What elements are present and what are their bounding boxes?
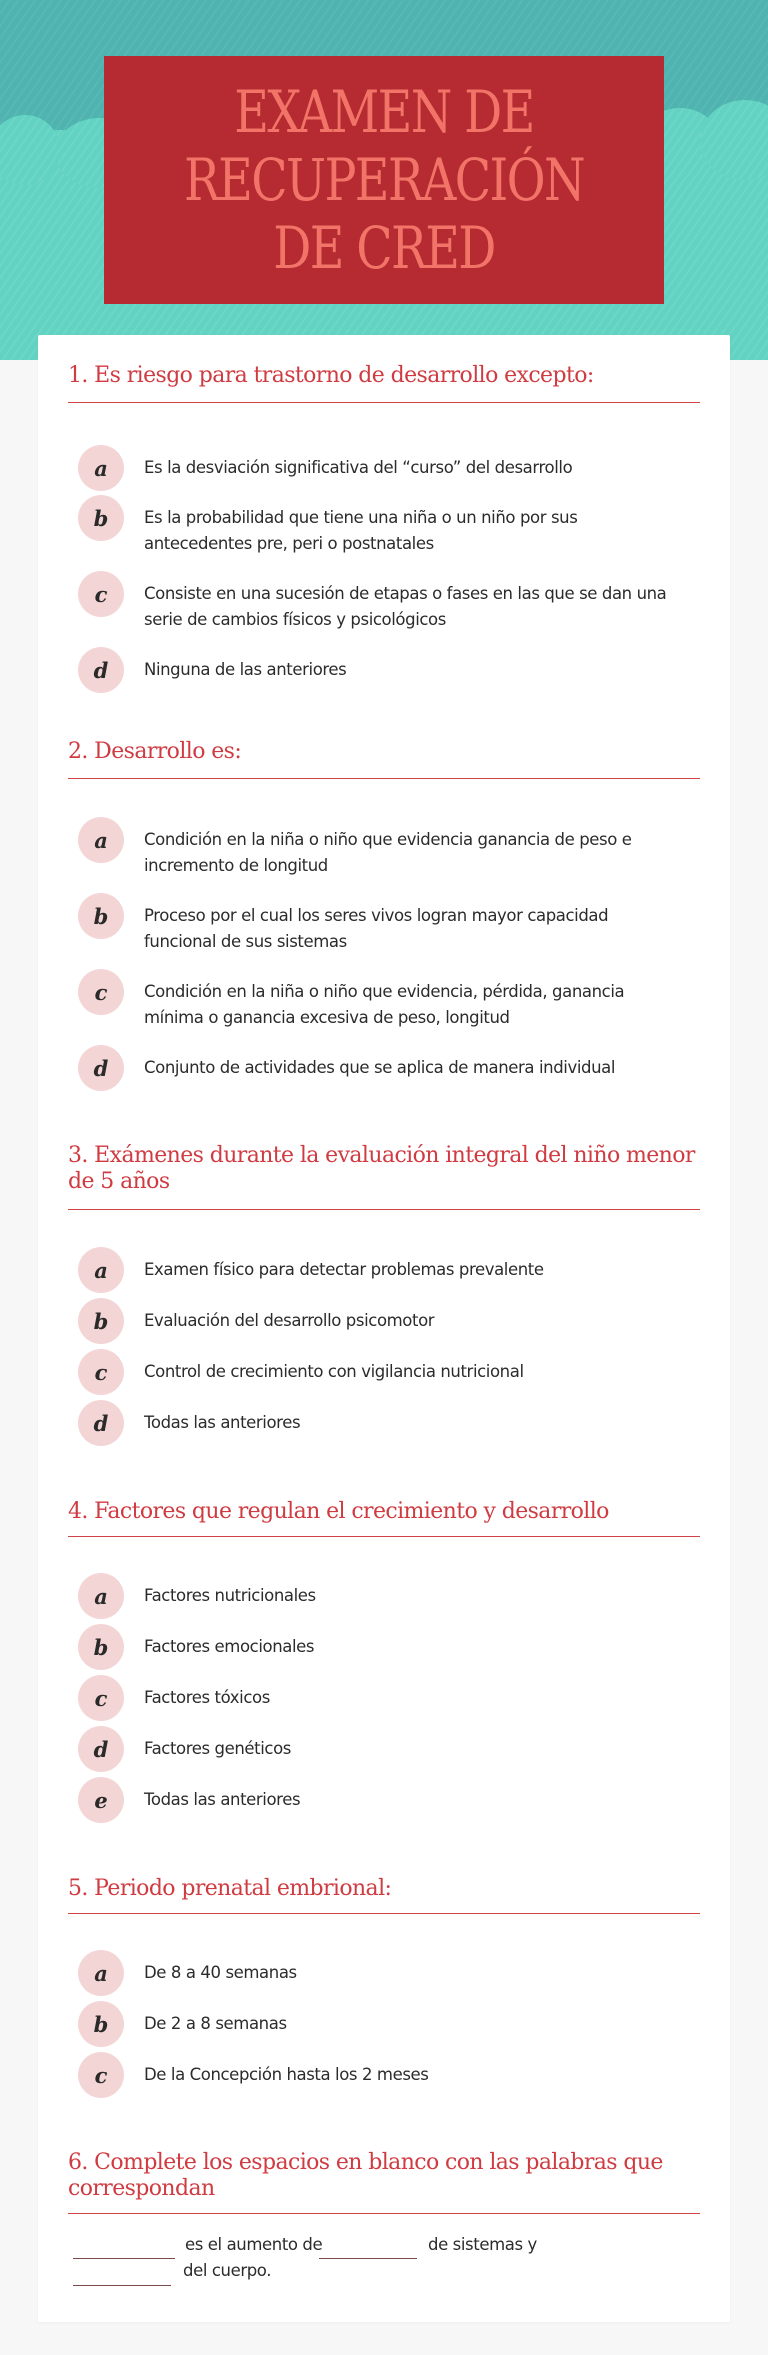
letter-badge-icon: b: [78, 893, 124, 939]
letter-badge-icon: b: [78, 2001, 124, 2047]
option-text: De 8 a 40 semanas: [144, 1963, 297, 1982]
question-3: [68, 1143, 700, 1436]
option-text: Consiste en una sucesión de etapas o fases en las que se dan una serie de cambios físicos y psicológicos: [144, 584, 667, 629]
question-title: 1. Es riesgo para trastorno de desarrollo excepto:: [68, 363, 594, 388]
letter-badge-icon: c: [78, 969, 124, 1015]
option-text: Todas las anteriores: [144, 1790, 301, 1809]
header-banner: [0, 0, 768, 360]
question-6: [68, 2150, 700, 2202]
option-text: Factores nutricionales: [144, 1586, 316, 1605]
fill-text-segment: de sistemas y: [428, 2235, 537, 2254]
letter-badge-icon: a: [78, 1573, 124, 1619]
question-5: [68, 1876, 700, 2088]
fill-text-segment: del cuerpo.: [183, 2261, 272, 2280]
divider: [68, 1913, 700, 1914]
option-text: Examen físico para detectar problemas prevalente: [144, 1260, 544, 1279]
letter-badge-icon: b: [78, 495, 124, 541]
option-e[interactable]: [78, 1777, 688, 1823]
question-1: [68, 363, 700, 683]
option-a[interactable]: [78, 1573, 688, 1619]
letter-badge-icon: d: [78, 1045, 124, 1091]
blank-input-2[interactable]: [319, 2258, 417, 2259]
option-d[interactable]: [78, 1045, 688, 1091]
option-b[interactable]: [78, 495, 688, 553]
divider: [68, 778, 700, 779]
option-d[interactable]: [78, 1400, 688, 1446]
letter-badge-icon: b: [78, 1298, 124, 1344]
option-a[interactable]: [78, 1950, 688, 1996]
question-title: 5. Periodo prenatal embrional:: [68, 1876, 392, 1901]
page-title: EXAMEN DE RECUPERACIÓN DE CRED: [184, 78, 584, 282]
option-text: Factores genéticos: [144, 1739, 291, 1758]
blank-input-3[interactable]: [73, 2285, 171, 2286]
blank-input-1[interactable]: [73, 2258, 175, 2259]
divider: [68, 1209, 700, 1210]
letter-badge-icon: b: [78, 1624, 124, 1670]
letter-badge-icon: c: [78, 571, 124, 617]
letter-badge-icon: a: [78, 445, 124, 491]
option-a[interactable]: [78, 817, 688, 875]
title-box: [104, 56, 664, 304]
option-text: Proceso por el cual los seres vivos logran mayor capacidad funcional de sus sistemas: [144, 906, 609, 951]
option-text: Todas las anteriores: [144, 1413, 301, 1432]
option-b[interactable]: [78, 1624, 688, 1670]
letter-badge-icon: e: [78, 1777, 124, 1823]
option-text: De la Concepción hasta los 2 meses: [144, 2065, 429, 2084]
option-c[interactable]: [78, 969, 688, 1027]
option-a[interactable]: [78, 1247, 688, 1293]
question-2: [68, 739, 700, 1081]
fill-text-segment: es el aumento de: [185, 2235, 323, 2254]
divider: [68, 1536, 700, 1537]
fill-in-blank: [68, 2229, 688, 2299]
question-title: 4. Factores que regulan el crecimiento y desarrollo: [68, 1499, 609, 1524]
option-text: Ninguna de las anteriores: [144, 660, 347, 679]
letter-badge-icon: d: [78, 1726, 124, 1772]
option-a[interactable]: [78, 445, 688, 491]
quiz-card: [38, 335, 730, 2322]
letter-badge-icon: a: [78, 817, 124, 863]
option-d[interactable]: [78, 647, 688, 693]
option-text: Conjunto de actividades que se aplica de manera individual: [144, 1058, 616, 1077]
option-c[interactable]: [78, 2052, 688, 2098]
option-c[interactable]: [78, 1675, 688, 1721]
letter-badge-icon: c: [78, 2052, 124, 2098]
option-text: Es la probabilidad que tiene una niña o un niño por sus antecedentes pre, peri o postnatales: [144, 508, 578, 553]
option-text: Factores emocionales: [144, 1637, 315, 1656]
option-text: Evaluación del desarrollo psicomotor: [144, 1311, 435, 1330]
letter-badge-icon: c: [78, 1675, 124, 1721]
letter-badge-icon: d: [78, 1400, 124, 1446]
option-c[interactable]: [78, 1349, 688, 1395]
option-text: Control de crecimiento con vigilancia nutricional: [144, 1362, 524, 1381]
option-text: Condición en la niña o niño que evidencia, pérdida, ganancia mínima o ganancia excesiva de peso, longitud: [144, 982, 625, 1027]
option-c[interactable]: [78, 571, 688, 629]
option-d[interactable]: [78, 1726, 688, 1772]
question-title: 6. Complete los espacios en blanco con las palabras que correspondan: [68, 2150, 663, 2201]
option-text: Es la desviación significativa del “curso” del desarrollo: [144, 458, 573, 477]
question-title: 3. Exámenes durante la evaluación integral del niño menor de 5 años: [68, 1143, 695, 1194]
question-title: 2. Desarrollo es:: [68, 739, 242, 764]
option-b[interactable]: [78, 1298, 688, 1344]
option-b[interactable]: [78, 893, 688, 951]
question-4: [68, 1499, 700, 1813]
divider: [68, 2213, 700, 2214]
letter-badge-icon: d: [78, 647, 124, 693]
option-b[interactable]: [78, 2001, 688, 2047]
divider: [68, 402, 700, 403]
letter-badge-icon: c: [78, 1349, 124, 1395]
option-text: Condición en la niña o niño que evidencia ganancia de peso e incremento de longitud: [144, 830, 632, 875]
option-text: Factores tóxicos: [144, 1688, 270, 1707]
option-text: De 2 a 8 semanas: [144, 2014, 287, 2033]
letter-badge-icon: a: [78, 1247, 124, 1293]
letter-badge-icon: a: [78, 1950, 124, 1996]
